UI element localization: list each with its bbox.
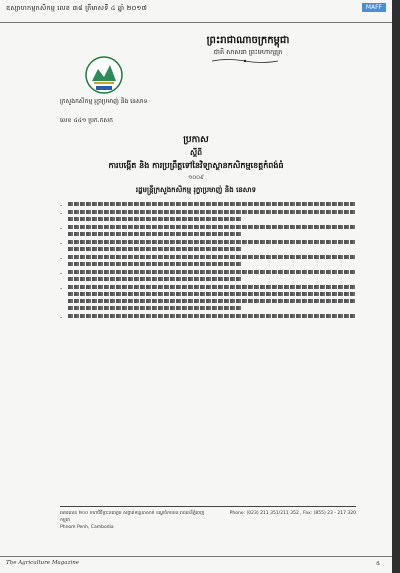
header-rule [0,22,392,23]
header-badge: MAFF [362,3,386,12]
clause-dash: - [60,270,63,277]
clause-item [60,202,356,209]
clause-text-line [68,240,356,244]
magazine-name: The Agriculture Magazine [6,560,80,566]
clause-text-line [68,299,356,303]
clause-item [60,270,356,281]
ministry-name: ក្រសួងកសិកម្ម រុក្ខាប្រមាញ់ និង នេសាទ [60,98,148,105]
header-title: ឧស្សាហកម្មកសិកម្ម លេខ ៣៨ ត្រីមាសទី ៤ ឆ្នាំ ២០១៧ [6,4,148,12]
bottom-rule [0,556,392,557]
clause-text-line [68,285,356,289]
clause-item [60,240,356,251]
footer-address [60,510,210,531]
clause-text-line [68,292,356,296]
footer-address-km: អគារលេខ ២០០ មហាវិថីព្រះនរោត្តម សង្កាត់ទន្លេបាសាក់ ខណ្ឌចំការមន រាជធានីភ្នំពេញ កម្ពុជា [60,511,205,523]
preamble-clauses [60,200,356,322]
clause-text-line [68,255,356,259]
footer-rule [60,506,356,507]
reference-number: លេខ ៤៤១ ប្រក.កសក [60,117,113,124]
subject-number: ១០០៩ [188,175,204,181]
clause-text-line [68,270,356,274]
document-subject: ការបង្កើត និង ការប្រព្រឹត្តទៅនៃវិទ្យាស្ថានកសិកម្មខេត្តកំពង់ធំ [108,161,284,170]
document-about: ស្តីពី [190,148,202,157]
document-type: ប្រកាស [183,135,209,145]
kingdom-motto: ជាតិ សាសនា ព្រះមហាក្សត្រ [213,48,283,56]
clause-text-line [68,202,356,206]
magazine-header [0,0,392,22]
clause-dash: - [60,255,63,262]
issuing-authority: រដ្ឋមន្ត្រីក្រសួងកសិកម្ម រុក្ខាប្រមាញ់ និង នេសាទ [135,186,257,194]
clause-text-line [68,262,241,266]
clause-item [60,225,356,236]
clause-dash: - [60,240,63,247]
footer-address-en: Phnom Penh, Cambodia [60,525,114,530]
kingdom-title: ព្រះរាជាណាចក្រកម្ពុជា [206,35,290,46]
clause-item [60,285,356,310]
clause-item [60,210,356,221]
clause-text-line [68,225,356,229]
ministry-logo-icon [84,55,124,95]
clause-dash: - [60,210,63,217]
clause-text-line [68,306,241,310]
clause-text-line [68,232,241,236]
clause-item [60,255,356,266]
clause-text-line [68,217,241,221]
clause-text-line [68,277,241,281]
page-number: ៥ [376,561,380,567]
clause-text-line [68,210,356,214]
clause-text-line [68,247,241,251]
clause-dash: - [60,285,63,292]
clause-item [60,314,356,321]
clause-dash: - [60,314,63,321]
footer-contact: Phone: (023) 211 351/211 352 , Fax: (855) 23 - 217 320 [229,511,356,516]
clause-dash: - [60,225,63,232]
clause-dash: - [60,202,63,209]
flourish-ornament [210,58,280,64]
clause-text-line [68,314,356,318]
